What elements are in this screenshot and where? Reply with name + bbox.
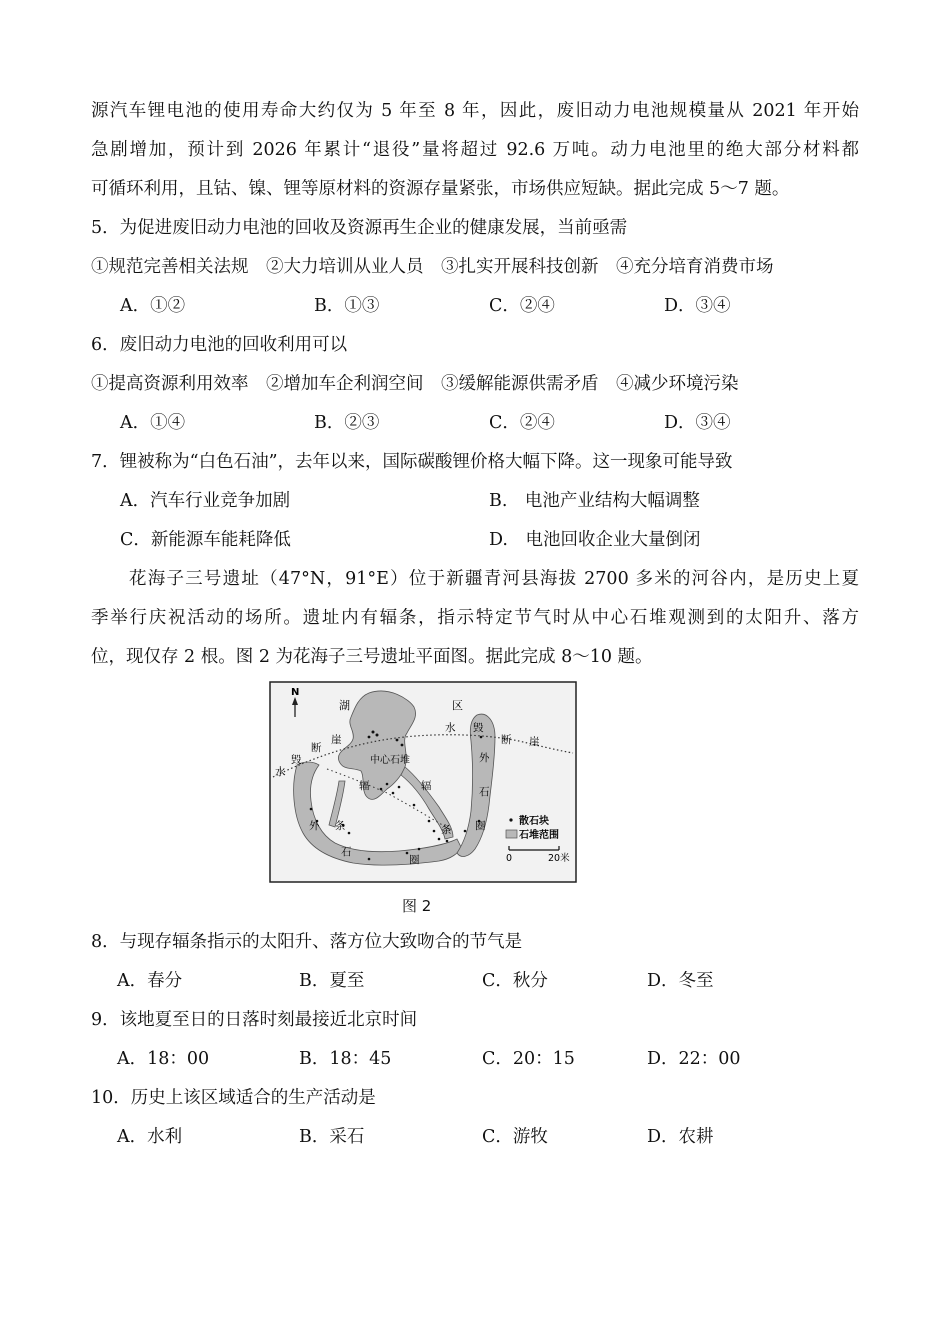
intro2-line-3: 位，现仅存 2 根。图 2 为花海子三号遗址平面图。据此完成 8～10 题。 <box>91 647 653 667</box>
question-7-option-b[interactable]: B. 电池产业结构大幅调整 <box>489 491 700 511</box>
question-5-option-c[interactable]: C．②④ <box>489 296 555 316</box>
center-label: 中心石堆 <box>370 755 410 766</box>
intro-line-2: 急剧增加，预计到 2026 年累计“退役”量将超过 92.6 万吨。动力电池里的绝大部分材料都 <box>91 140 859 160</box>
site-plan-figure <box>269 681 577 883</box>
question-7-option-c[interactable]: C．新能源车能耗降低 <box>120 530 291 550</box>
question-8-stem: 8．与现存辐条指示的太阳升、落方位大致吻合的节气是 <box>91 932 523 952</box>
spoke-left-char-1: 辐 <box>359 780 370 792</box>
outer-left-char-3: 圈 <box>409 854 420 866</box>
intro-line-1: 源汽车锂电池的使用寿命大约仅为 5 年至 8 年，因此，废旧动力电池规模量从 2021 年开始 <box>91 101 859 121</box>
outer-right-char-1: 外 <box>479 752 490 764</box>
question-8-option-b[interactable]: B．夏至 <box>299 971 365 991</box>
legend-scatter-label: 散石块 <box>519 816 549 827</box>
spoke-right-char-2: 条 <box>441 824 452 836</box>
fault-left-char-2: 毁 <box>291 754 302 766</box>
spoke-right-char-1: 辐 <box>421 780 432 792</box>
fault-left-char-3: 断 <box>311 742 322 754</box>
question-7-option-a[interactable]: A．汽车行业竞争加剧 <box>120 491 291 511</box>
outer-right-char-3: 圈 <box>475 820 486 832</box>
lake-label-1: 湖 <box>339 699 350 712</box>
question-8-option-c[interactable]: C．秋分 <box>482 971 548 991</box>
legend-range-label: 石堆范围 <box>519 830 559 841</box>
fault-right-char-3: 断 <box>501 734 512 746</box>
question-9-option-a[interactable]: A．18：00 <box>117 1049 210 1069</box>
scale-end: 20米 <box>548 853 570 864</box>
scale-start: 0 <box>506 853 513 864</box>
spoke-left-char-2: 条 <box>335 820 346 832</box>
question-9-option-c[interactable]: C．20：15 <box>482 1049 575 1069</box>
figure-caption: 图 2 <box>402 897 432 915</box>
question-6-option-b[interactable]: B．②③ <box>314 413 380 433</box>
outer-right-char-2: 石 <box>479 786 490 798</box>
question-8-option-d[interactable]: D．冬至 <box>647 971 714 991</box>
question-9-option-d[interactable]: D．22：00 <box>647 1049 741 1069</box>
question-10-option-c[interactable]: C．游牧 <box>482 1127 548 1147</box>
question-9-option-b[interactable]: B．18：45 <box>299 1049 392 1069</box>
question-5-option-a[interactable]: A．①② <box>120 296 186 316</box>
question-6-stem: 6．废旧动力电池的回收利用可以 <box>91 335 348 355</box>
legend-range-swatch <box>506 830 517 838</box>
question-6-option-d[interactable]: D．③④ <box>664 413 731 433</box>
site-plan-map <box>269 681 577 883</box>
question-6-items: ①提高资源利用效率 ②增加车企利润空间 ③缓解能源供需矛盾 ④减少环境污染 <box>91 374 739 394</box>
question-5-option-b[interactable]: B．①③ <box>314 296 380 316</box>
lake-label-2: 区 <box>452 699 463 712</box>
question-10-stem: 10．历史上该区域适合的生产活动是 <box>91 1088 376 1108</box>
intro2-line-1: 花海子三号遗址（47°N，91°E）位于新疆青河县海拔 2700 多米的河谷内，是历史上夏 <box>129 569 859 589</box>
question-10-option-a[interactable]: A．水利 <box>117 1127 183 1147</box>
question-6-option-c[interactable]: C．②④ <box>489 413 555 433</box>
question-10-option-b[interactable]: B．采石 <box>299 1127 365 1147</box>
question-9-stem: 9．该地夏至日的日落时刻最接近北京时间 <box>91 1010 418 1030</box>
question-7-stem: 7．锂被称为“白色石油”，去年以来，国际碳酸锂价格大幅下降。这一现象可能导致 <box>91 452 733 472</box>
fault-right-char-2: 毁 <box>473 722 484 734</box>
outer-left-char-2: 石 <box>341 846 352 858</box>
question-8-option-a[interactable]: A．春分 <box>117 971 183 991</box>
intro2-line-2: 季举行庆祝活动的场所。遗址内有辐条，指示特定节气时从中心石堆观测到的太阳升、落方 <box>91 608 859 628</box>
question-7-option-d[interactable]: D. 电池回收企业大量倒闭 <box>489 530 701 550</box>
question-6-option-a[interactable]: A．①④ <box>120 413 186 433</box>
legend-dot-icon <box>509 818 512 821</box>
north-label: N <box>291 687 300 698</box>
fault-right-char-1: 水 <box>445 722 456 734</box>
fault-left-char-1: 水 <box>275 766 286 778</box>
question-5-items: ①规范完善相关法规 ②大力培训从业人员 ③扎实开展科技创新 ④充分培育消费市场 <box>91 257 774 277</box>
question-5-option-d[interactable]: D．③④ <box>664 296 731 316</box>
fault-left-char-4: 崖 <box>331 734 342 746</box>
question-10-option-d[interactable]: D．农耕 <box>647 1127 714 1147</box>
outer-left-char-1: 外 <box>309 820 320 832</box>
intro-line-3: 可循环利用，且钴、镍、锂等原材料的资源存量紧张，市场供应短缺。据此完成 5～7 题。 <box>91 179 790 199</box>
question-5-stem: 5．为促进废旧动力电池的回收及资源再生企业的健康发展，当前亟需 <box>91 218 628 238</box>
fault-right-char-4: 崖 <box>529 736 540 748</box>
